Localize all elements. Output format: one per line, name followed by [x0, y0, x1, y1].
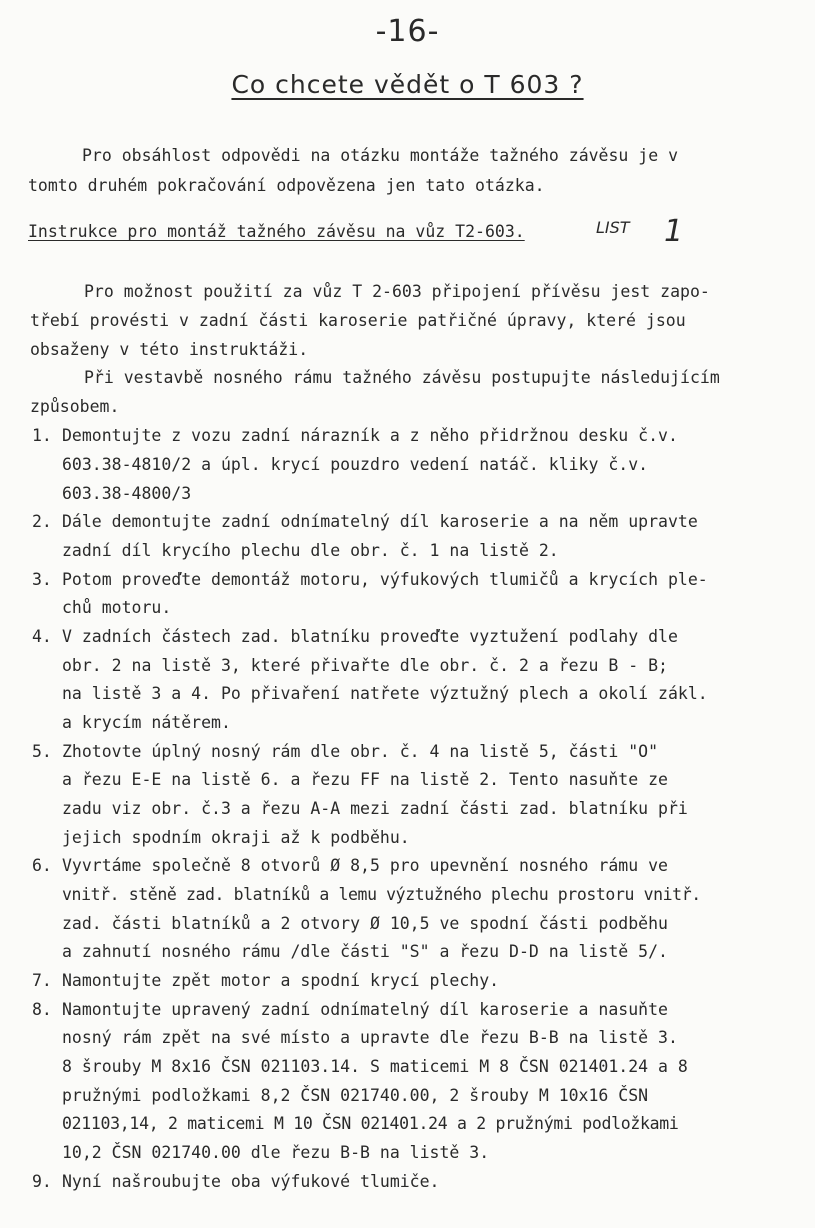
item-number: 3. [32, 570, 52, 589]
item-line: Nyní našroubujte oba výfukové tlumiče. [62, 1172, 440, 1191]
intro-line: tomto druhém pokračování odpovězena jen tato otázka. [28, 176, 545, 195]
paragraph-line: Při vestavbě nosného rámu tažného závěsu postupujte následujícím [84, 368, 720, 387]
item-line: Potom proveďte demontáž motoru, výfukových tlumičů a krycích ple- [62, 570, 708, 589]
paragraph-line: způsobem. [30, 397, 120, 416]
item-line: vnitř. stěně zad. blatníků a lemu výztužného plechu prostoru vnitř. [62, 885, 701, 904]
item-line: a zahnutí nosného rámu /dle části "S" a řezu D-D na listě 5/. [62, 942, 668, 961]
item-line: chů motoru. [62, 598, 172, 617]
item-line: jejich spodním okraji až k podběhu. [62, 828, 410, 847]
item-number: 5. [32, 742, 52, 761]
page-number: -16- [375, 14, 440, 49]
item-number: 7. [32, 971, 52, 990]
item-line: Namontujte upravený zadní odnímatelný díl karoserie a nasuňte [62, 1000, 668, 1019]
item-line: Vyvrtáme společně 8 otvorů Ø 8,5 pro upevnění nosného rámu ve [62, 856, 668, 875]
paragraph-line: obsaženy v této instruktáži. [30, 340, 309, 359]
item-line: Zhotovte úplný nosný rám dle obr. č. 4 na listě 5, části "O" [62, 742, 659, 761]
item-line: a řezu E-E na listě 6. a řezu FF na listě 2. Tento nasuňte ze [62, 770, 668, 789]
item-number: 4. [32, 627, 52, 646]
item-number: 2. [32, 512, 52, 531]
paragraph-line: Pro možnost použití za vůz T 2-603 připojení přívěsu jest zapo- [84, 282, 710, 301]
item-line: 021103,14, 2 maticemi M 10 ČSN 021401.24 a 2 pružnými podložkami [62, 1114, 679, 1133]
page-title-text: Co chcete vědět o T 603 ? [231, 70, 584, 99]
page-title [0, 70, 815, 99]
item-line: zadní díl krycího plechu dle obr. č. 1 na listě 2. [62, 541, 559, 560]
list-mark: LIST [596, 218, 630, 237]
item-line: Dále demontujte zadní odnímatelný díl karoserie a na něm upravte [62, 512, 698, 531]
list-number: 1 [664, 214, 684, 249]
item-line: zadu viz obr. č.3 a řezu A-A mezi zadní části zad. blatníku při [62, 799, 688, 818]
item-line: 8 šrouby M 8x16 ČSN 021103.14. S maticemi M 8 ČSN 021401.24 a 8 [62, 1057, 688, 1076]
item-line: na listě 3 a 4. Po přivaření natřete výztužný plech a okolí zákl. [62, 684, 708, 703]
paragraph-line: třebí provésti v zadní části karoserie patřičné úpravy, které jsou [30, 311, 686, 330]
intro-line: Pro obsáhlost odpovědi na otázku montáže tažného závěsu je v [82, 146, 679, 165]
item-line: 603.38-4810/2 a úpl. krycí pouzdro vedení natáč. kliky č.v. [62, 455, 649, 474]
item-number: 9. [32, 1172, 52, 1191]
section-heading [28, 222, 525, 242]
item-number: 6. [32, 856, 52, 875]
item-line: 10,2 ČSN 021740.00 dle řezu B-B na listě 3. [62, 1143, 490, 1162]
item-line: a krycím nátěrem. [62, 713, 231, 732]
item-line: pružnými podložkami 8,2 ČSN 021740.00, 2 šrouby M 10x16 ČSN [62, 1086, 649, 1105]
item-line: V zadních částech zad. blatníku proveďte vyztužení podlahy dle [62, 627, 678, 646]
item-line: Namontujte zpět motor a spodní krycí plechy. [62, 971, 500, 990]
item-line: zad. části blatníků a 2 otvory Ø 10,5 ve spodní části podběhu [62, 914, 668, 933]
item-number: 8. [32, 1000, 52, 1019]
item-line: nosný rám zpět na své místo a upravte dle řezu B-B na listě 3. [62, 1028, 678, 1047]
item-line: Demontujte z vozu zadní nárazník a z něho přidržnou desku č.v. [62, 426, 678, 445]
item-number: 1. [32, 426, 52, 445]
item-line: 603.38-4800/3 [62, 484, 192, 503]
item-line: obr. 2 na listě 3, které přivařte dle obr. č. 2 a řezu B - B; [62, 656, 668, 675]
section-heading-text: Instrukce pro montáž tažného závěsu na vůz T2-603. [28, 222, 525, 241]
